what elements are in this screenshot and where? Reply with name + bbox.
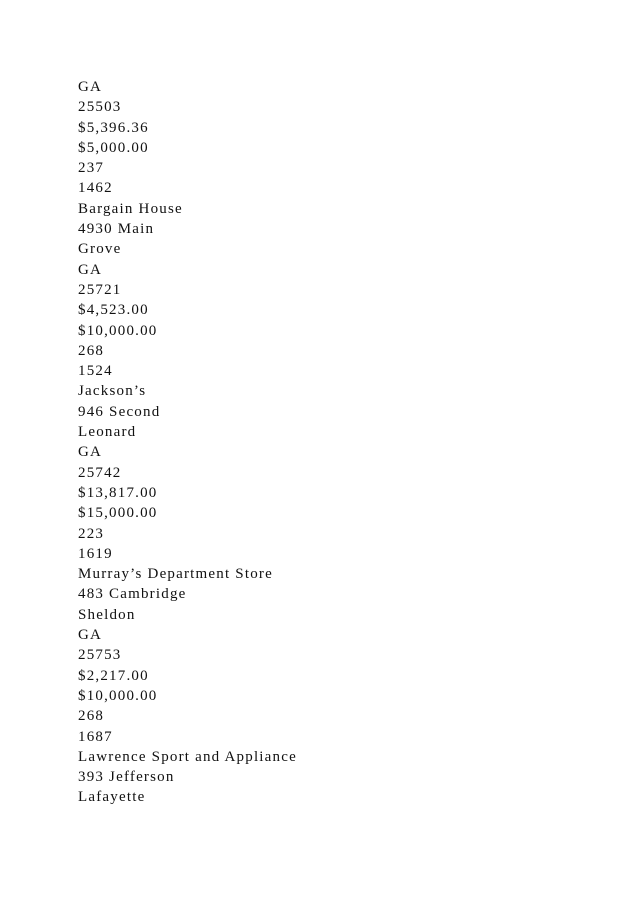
text-lines: [78, 77, 297, 808]
text-line: $5,000.00: [78, 139, 149, 156]
text-line: $15,000.00: [78, 505, 158, 522]
text-line: $10,000.00: [78, 322, 158, 339]
text-line: 25721: [78, 281, 122, 298]
text-line: 268: [78, 342, 105, 359]
text-line: 25753: [78, 647, 122, 664]
text-line: Leonard: [78, 424, 137, 441]
text-line: GA: [78, 79, 103, 95]
text-line: 483 Cambridge: [78, 586, 187, 603]
text-line: 223: [78, 525, 105, 542]
text-line: 25503: [78, 99, 122, 116]
text-line: Grove: [78, 241, 122, 258]
text-line: 946 Second: [78, 403, 161, 420]
text-line: GA: [78, 261, 103, 278]
text-line: $2,217.00: [78, 667, 149, 684]
text-line: Bargain House: [78, 200, 183, 217]
text-line: Lafayette: [78, 789, 146, 806]
text-line: $13,817.00: [78, 484, 158, 501]
text-line: 237: [78, 160, 105, 177]
text-line: 1524: [78, 363, 113, 380]
text-line: 1462: [78, 180, 113, 197]
text-line: 1619: [78, 545, 113, 562]
text-line: Lawrence Sport and Appliance: [78, 748, 297, 765]
text-line: 393 Jefferson: [78, 769, 175, 786]
text-line: GA: [78, 627, 103, 644]
text-line: Murray’s Department Store: [78, 566, 273, 583]
text-line: Sheldon: [78, 606, 136, 623]
text-line: 1687: [78, 728, 113, 745]
text-line: $5,396.36: [78, 119, 149, 136]
text-line: $4,523.00: [78, 302, 149, 319]
text-line: GA: [78, 444, 103, 461]
text-line: 268: [78, 708, 105, 725]
text-line: $10,000.00: [78, 687, 158, 704]
text-line: 4930 Main: [78, 221, 155, 238]
text-line: 25742: [78, 464, 122, 481]
text-line: Jackson’s: [78, 383, 147, 400]
